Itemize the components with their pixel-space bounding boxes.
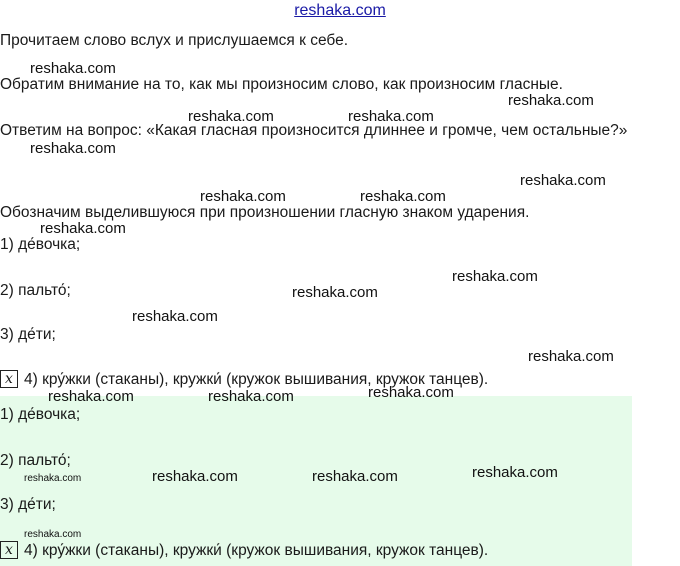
watermark: reshaka.com xyxy=(30,60,116,77)
watermark: reshaka.com xyxy=(188,108,274,125)
watermark: reshaka.com xyxy=(292,284,378,301)
question-option-2[interactable]: 2) пальто́; xyxy=(0,282,71,299)
answer-option-1: 1) де́вочка; xyxy=(0,406,81,423)
question-option-1[interactable]: 1) де́вочка; xyxy=(0,236,81,253)
watermark: reshaka.com xyxy=(508,92,594,109)
answer-option-2: 2) пальто́; xyxy=(0,452,71,469)
watermark: reshaka.com xyxy=(30,140,116,157)
watermark: reshaka.com xyxy=(520,172,606,189)
watermark: reshaka.com xyxy=(312,468,398,485)
site-link[interactable]: reshaka.com xyxy=(294,2,386,19)
question-option-4-label: 4) кру́жки (стаканы), кружки́ (кружок вышивания, кружок танцев). xyxy=(24,371,489,388)
paragraph-2: Обратим внимание на то, как мы произносим слово, как произносим гласные. xyxy=(0,76,563,93)
paragraph-3: Ответим на вопрос: «Какая гласная произносится длиннее и громче, чем остальные?» xyxy=(0,122,628,139)
question-option-3[interactable]: 3) де́ти; xyxy=(0,326,56,343)
watermark: reshaka.com xyxy=(208,388,294,405)
watermark: reshaka.com xyxy=(24,529,82,540)
watermark: reshaka.com xyxy=(152,468,238,485)
paragraph-1: Прочитаем слово вслух и прислушаемся к себе. xyxy=(0,32,349,49)
watermark: reshaka.com xyxy=(452,268,538,285)
watermark: reshaka.com xyxy=(472,464,558,481)
watermark: reshaka.com xyxy=(200,188,286,205)
watermark: reshaka.com xyxy=(48,388,134,405)
watermark: reshaka.com xyxy=(368,384,454,401)
watermark: reshaka.com xyxy=(40,220,126,237)
answer-option-4 xyxy=(0,540,488,562)
checkbox-checked-icon: x xyxy=(0,541,18,559)
watermark: reshaka.com xyxy=(348,108,434,125)
answer-option-4-label: 4) кру́жки (стаканы), кружки́ (кружок вышивания, кружок танцев). xyxy=(24,542,489,559)
checkbox-checked-icon[interactable]: x xyxy=(0,370,18,388)
watermark: reshaka.com xyxy=(528,348,614,365)
paragraph-4: Обозначим выделившуюся при произношении гласную знаком ударения. xyxy=(0,204,530,221)
watermark: reshaka.com xyxy=(360,188,446,205)
answer-option-3: 3) де́ти; xyxy=(0,496,56,513)
watermark: reshaka.com xyxy=(24,473,82,484)
watermark: reshaka.com xyxy=(132,308,218,325)
